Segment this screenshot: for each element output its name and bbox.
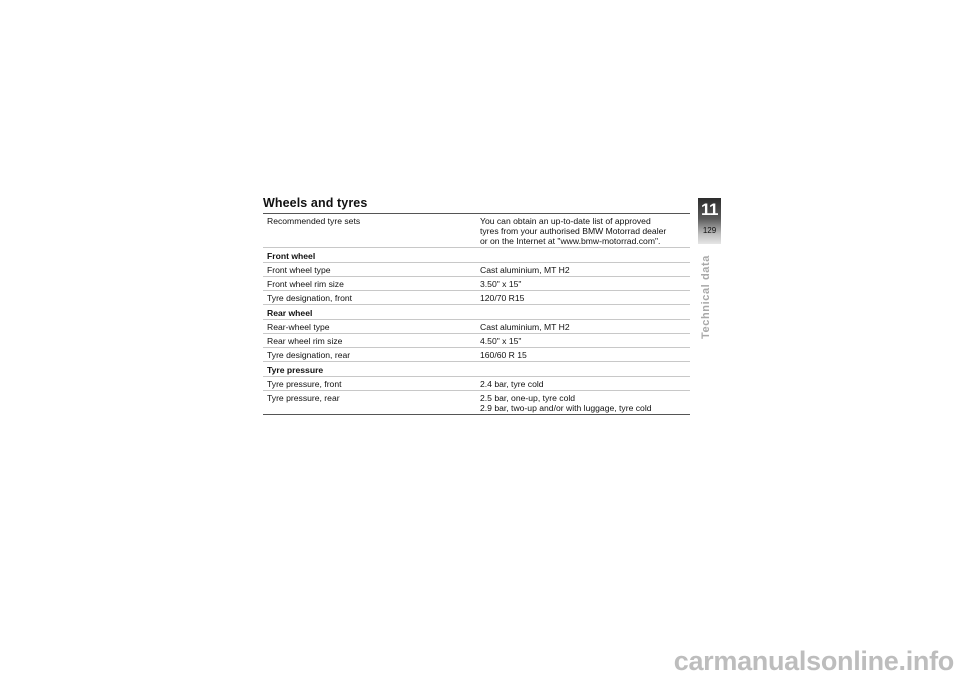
rear-rim-size-label: Rear wheel rim size (263, 334, 476, 348)
value-line: 2.9 bar, two-up and/or with luggage, tyre cold (480, 403, 652, 413)
table-row (263, 277, 690, 291)
front-tyre-designation-value: 120/70 R15 (476, 291, 690, 305)
chapter-number: 11 (701, 200, 718, 219)
table-row (263, 334, 690, 348)
tyre-pressure-rear-label: Tyre pressure, rear (263, 391, 476, 415)
recommended-tyre-sets-label: Recommended tyre sets (263, 214, 476, 248)
value-line: You can obtain an up-to-date list of approved (480, 216, 651, 226)
value-line: tyres from your authorised BMW Motorrad dealer (480, 226, 667, 236)
table-row (263, 377, 690, 391)
table-row (263, 320, 690, 334)
rear-tyre-designation-value: 160/60 R 15 (476, 348, 690, 362)
front-rim-size-label: Front wheel rim size (263, 277, 476, 291)
section-heading-front-wheel (263, 248, 690, 263)
value-line: or on the Internet at "www.bmw-motorrad.com". (480, 236, 661, 246)
rear-wheel-type-label: Rear-wheel type (263, 320, 476, 334)
rear-tyre-designation-label: Tyre designation, rear (263, 348, 476, 362)
front-wheel-type-label: Front wheel type (263, 263, 476, 277)
chapter-tab (698, 198, 721, 244)
tyre-pressure-rear-value (476, 391, 690, 415)
table-row (263, 291, 690, 305)
side-chapter-title: Technical data (700, 255, 712, 339)
watermark: carmanualsonline.info (673, 646, 954, 676)
section-heading: Front wheel (263, 248, 690, 263)
section-heading-rear-wheel (263, 305, 690, 320)
rear-wheel-type-value: Cast aluminium, MT H2 (476, 320, 690, 334)
page-number: 129 (702, 226, 717, 235)
section-heading: Tyre pressure (263, 362, 690, 377)
tyre-pressure-front-value: 2.4 bar, tyre cold (476, 377, 690, 391)
value-line: 2.5 bar, one-up, tyre cold (480, 393, 576, 403)
page-title: Wheels and tyres (263, 196, 368, 210)
front-wheel-type-value: Cast aluminium, MT H2 (476, 263, 690, 277)
rear-rim-size-value: 4.50" x 15" (476, 334, 690, 348)
table-row (263, 391, 690, 415)
section-heading: Rear wheel (263, 305, 690, 320)
wheels-tyres-table (263, 213, 690, 415)
table-row (263, 214, 690, 248)
table-row (263, 263, 690, 277)
front-rim-size-value: 3.50" x 15" (476, 277, 690, 291)
table-row (263, 348, 690, 362)
front-tyre-designation-label: Tyre designation, front (263, 291, 476, 305)
tyre-pressure-front-label: Tyre pressure, front (263, 377, 476, 391)
section-heading-tyre-pressure (263, 362, 690, 377)
recommended-tyre-sets-value (476, 214, 690, 248)
